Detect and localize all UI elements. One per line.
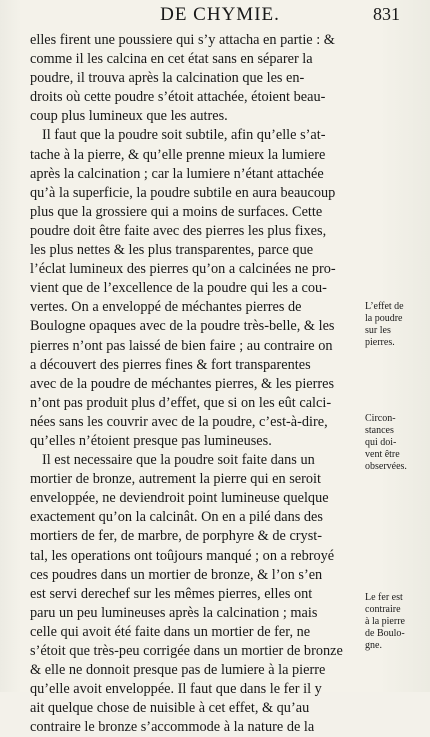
text-line: plus que la grossiere qui a moins de surfaces. Cette	[30, 203, 323, 220]
text-line: droits où cette poudre s’étoit attachée, étoient beau-	[30, 89, 326, 106]
margin-note-line: contraire	[365, 604, 401, 615]
margin-note-line: vent être	[365, 449, 400, 460]
text-line: ces poudres dans un mortier de bronze, & l’on s’en	[30, 566, 323, 583]
margin-note-line: stances	[365, 425, 394, 436]
text-line: poudre, il trouva après la calcination que les en-	[30, 70, 305, 87]
text-line: & elle ne donnoit presque pas de lumiere à la pierre	[30, 662, 326, 679]
text-line: poudre doit être faite avec des pierres les plus fixes,	[30, 222, 327, 239]
margin-note-line: qui doi-	[365, 437, 397, 448]
text-line: qu’elle avoit enveloppée. Il faut que dans le fer il y	[30, 681, 322, 698]
text-line: contraire le bronze s’accommode à la nature de la	[30, 719, 315, 736]
text-line: coup plus lumineux que les autres.	[30, 108, 228, 125]
margin-note-line: pierres.	[365, 337, 395, 348]
text-line: s’étoit que très-peu corrigée dans un mortier de bronze	[30, 643, 343, 659]
text-line: mortiers de fer, de marbre, de porphyre & de cryst-	[30, 528, 322, 545]
text-line: qu’elles n’étoient presque pas lumineuses.	[30, 432, 272, 449]
text-line: qu’à la superficie, la poudre subtile en aura beaucoup	[30, 184, 336, 201]
text-line: vient que de l’excellence de la poudre qui les a cou-	[30, 280, 327, 297]
text-line: avec de la poudre de méchantes pierres, & les pierres	[30, 375, 335, 392]
text-line: n’ont pas produit plus d’effet, que si on les eût calci-	[30, 394, 332, 411]
margin-note-effect-of-powder	[365, 301, 427, 349]
text-line: Boulogne opaques avec de la poudre très-belle, & les	[30, 318, 335, 335]
main-text-column	[30, 31, 361, 737]
margin-note-line: L’effet de	[365, 301, 404, 312]
margin-note-line: sur les	[365, 325, 391, 336]
page-number: 831	[373, 4, 400, 24]
margin-note-line: de Boulo-	[365, 628, 405, 639]
text-line: vertes. On a enveloppé de méchantes pierres de	[30, 299, 302, 316]
text-line: pierres n’ont pas laissé de bien faire ; au contraire on	[30, 337, 333, 354]
running-head-title: DE CHYMIE.	[160, 4, 280, 25]
text-line: a découvert des pierres fines & fort transparentes	[30, 356, 311, 373]
text-line: est servi derechef sur les mêmes pierres, elles ont	[30, 585, 313, 602]
text-line: mortier de bronze, autrement la pierre qui en seroit	[30, 471, 321, 488]
margin-note-circumstances	[365, 413, 427, 473]
text-line: l’éclat lumineux des pierres qu’on a calcinées ne pro-	[30, 261, 336, 278]
text-line: elles firent une poussiere qui s’y attacha en partie : &	[30, 32, 335, 48]
text-line: Il faut que la poudre soit subtile, afin qu’elle s’at-	[42, 127, 326, 144]
margin-note-line: à la pierre	[365, 616, 405, 627]
margin-note-line: Le fer est	[365, 592, 403, 603]
text-line: tache à la pierre, & qu’elle prenne mieux la lumiere	[30, 146, 326, 163]
text-line: les plus nettes & les plus transparentes, parce que	[30, 242, 314, 259]
text-line: Il est necessaire que la poudre soit faite dans un	[42, 452, 315, 469]
margin-note-line: observées.	[365, 461, 407, 472]
margin-note-line: la poudre	[365, 313, 403, 324]
margin-note-iron-contrary	[365, 592, 427, 652]
text-line: exactement qu’on la calcinât. On en a pilé dans des	[30, 509, 323, 526]
text-line: nées sans les couvrir avec de la poudre, c’est-à-dire,	[30, 413, 328, 430]
text-line: paru un peu lumineuses après la calcination ; mais	[30, 604, 318, 621]
text-line: tal, les operations ont toûjours manqué ; on a rebroyé	[30, 547, 335, 564]
margin-note-line: gne.	[365, 640, 382, 651]
text-line: ait quelque chose de nuisible à cet effet, & qu’au	[30, 700, 310, 717]
text-line: comme il les calcina en cet état sans en séparer la	[30, 51, 313, 68]
text-line: enveloppée, ne deviendroit point lumineuse quelque	[30, 490, 329, 507]
text-line: après la calcination ; car la lumiere n’étant attachée	[30, 165, 324, 182]
text-line: celle qui avoit été faite dans un mortier de fer, ne	[30, 623, 311, 640]
margin-note-line: Circon-	[365, 413, 396, 424]
